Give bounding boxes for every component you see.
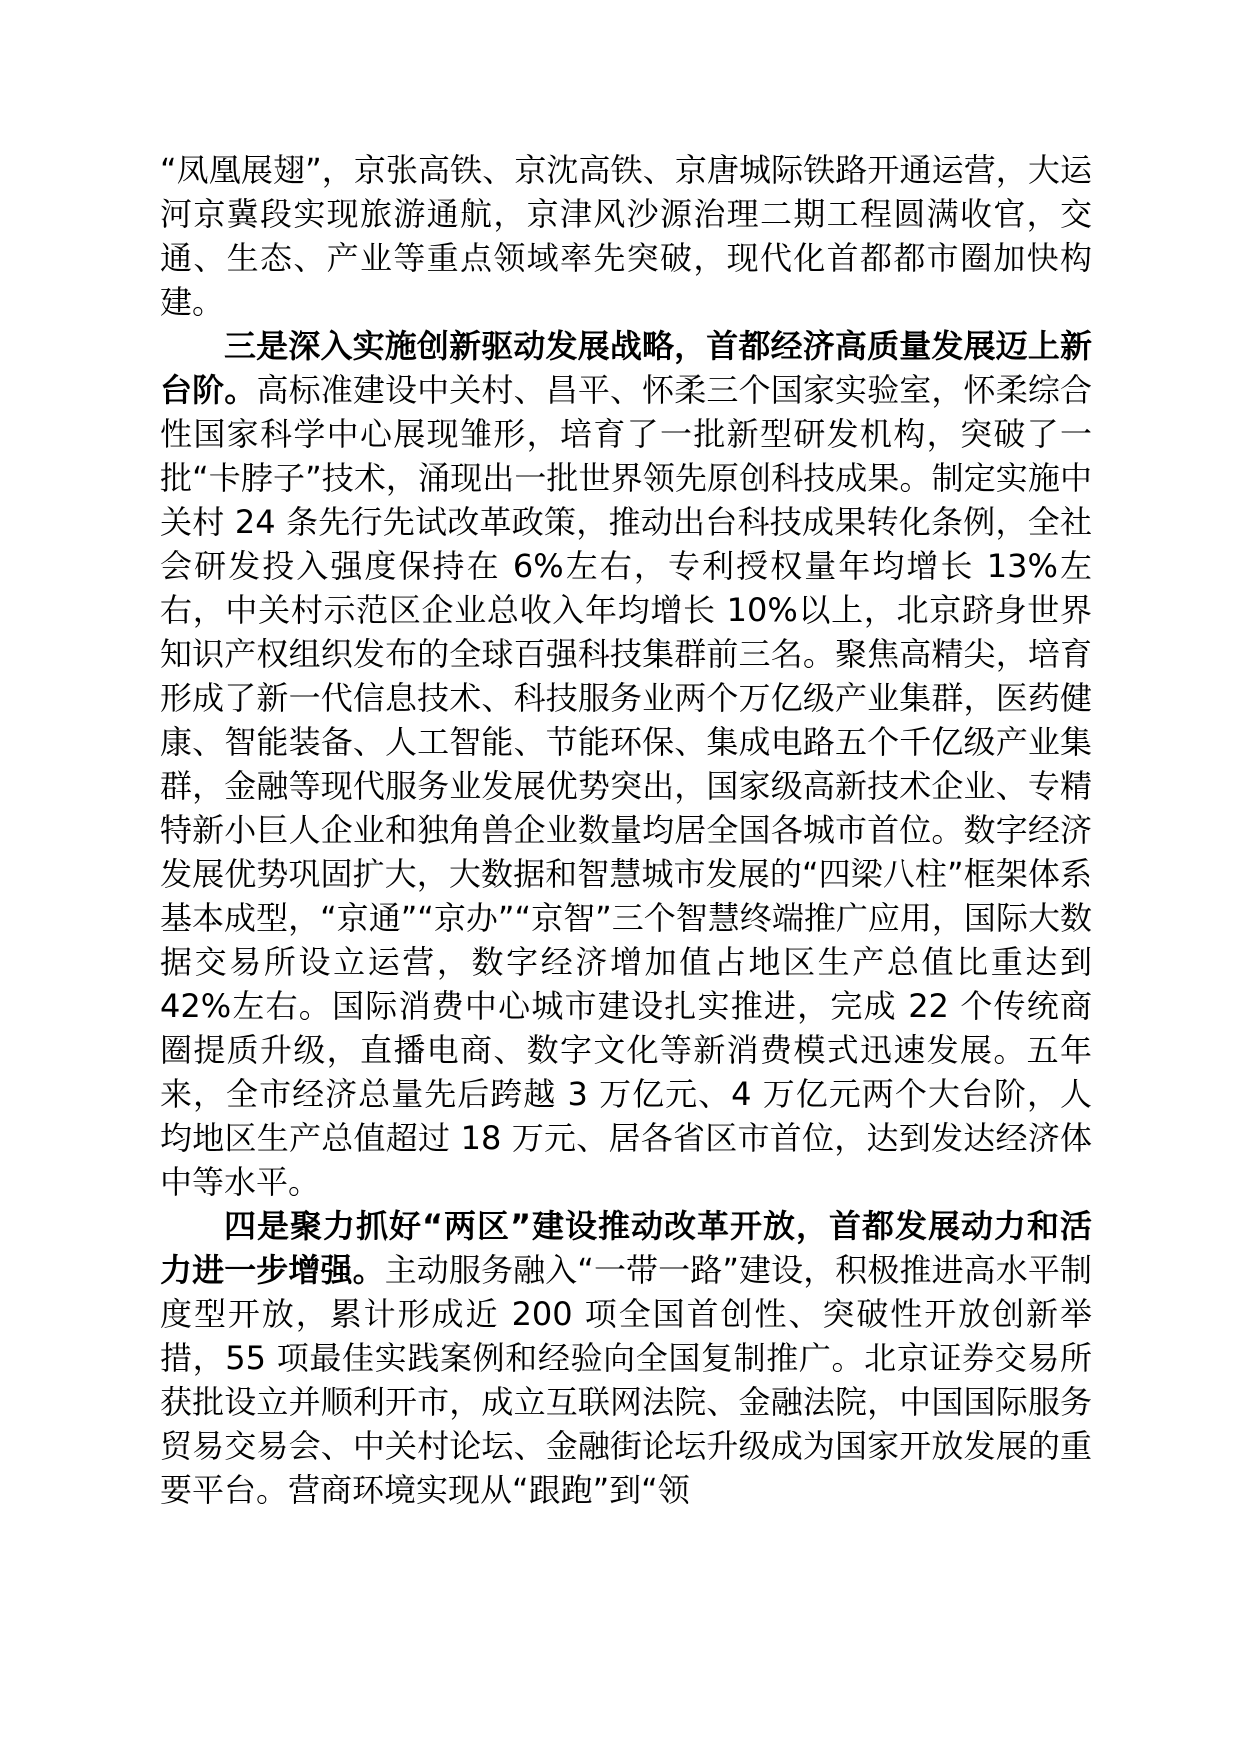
paragraph-2: [160, 324, 1092, 1204]
paragraph-3: [160, 1204, 1092, 1512]
paragraph-3-text: 主动服务融入“一带一路”建设，积极推进高水平制度型开放，累计形成近 200 项全国首创性、突破性开放创新举措，55 项最佳实践案例和经验向全国复制推广。北京证券交易所获批设立并顺利开市，成立互联网法院、金融法院，中国国际服务贸易交易会、中关村论坛、金融街论坛升级成为国家开放发展的重要平台。营商环境实现从“跟跑”到“领: [160, 1251, 1092, 1509]
paragraph-1-text: “凤凰展翅”，京张高铁、京沈高铁、京唐城际铁路开通运营，大运河京冀段实现旅游通航，京津风沙源治理二期工程圆满收官，交通、生态、产业等重点领域率先突破，现代化首都都市圈加快构建。: [160, 151, 1092, 321]
paragraph-2-lead: 三是深入实施创新驱动发展战略，首都经济高质量发展迈上新台阶。: [160, 327, 1092, 409]
paragraph-1: [160, 148, 1092, 324]
paragraph-3-lead: 四是聚力抓好“两区”建设推动改革开放，首都发展动力和活力进一步增强。: [160, 1207, 1092, 1289]
document-page: [160, 148, 1092, 1512]
paragraph-2-text: 高标准建设中关村、昌平、怀柔三个国家实验室，怀柔综合性国家科学中心展现雏形，培育了一批新型研发机构，突破了一批“卡脖子”技术，涌现出一批世界领先原创科技成果。制定实施中关村 24 条先行先试改革政策，推动出台科技成果转化条例，全社会研发投入强度保持在 6%左右，专利授权量年均增长 13%左右，中关村示范区企业总收入年均增长 10%以上，北京跻身世界知识产权组织发布的全球百强科技集群前三名。聚焦高精尖，培育形成了新一代信息技术、科技服务业两个万亿级产业集群，医药健康、智能装备、人工智能、节能环保、集成电路五个千亿级产业集群，金融等现代服务业发展优势突出，国家级高新技术企业、专精特新小巨人企业和独角兽企业数量均居全国各城市首位。数字经济发展优势巩固扩大，大数据和智慧城市发展的“四梁八柱”框架体系基本成型，“京通”“京办”“京智”三个智慧终端推广应用，国际大数据交易所设立运营，数字经济增加值占地区生产总值比重达到 42%左右。国际消费中心城市建设扎实推进，完成 22 个传统商圈提质升级，直播电商、数字文化等新消费模式迅速发展。五年来，全市经济总量先后跨越 3 万亿元、4 万亿元两个大台阶，人均地区生产总值超过 18 万元、居各省区市首位，达到发达经济体中等水平。: [160, 371, 1092, 1201]
